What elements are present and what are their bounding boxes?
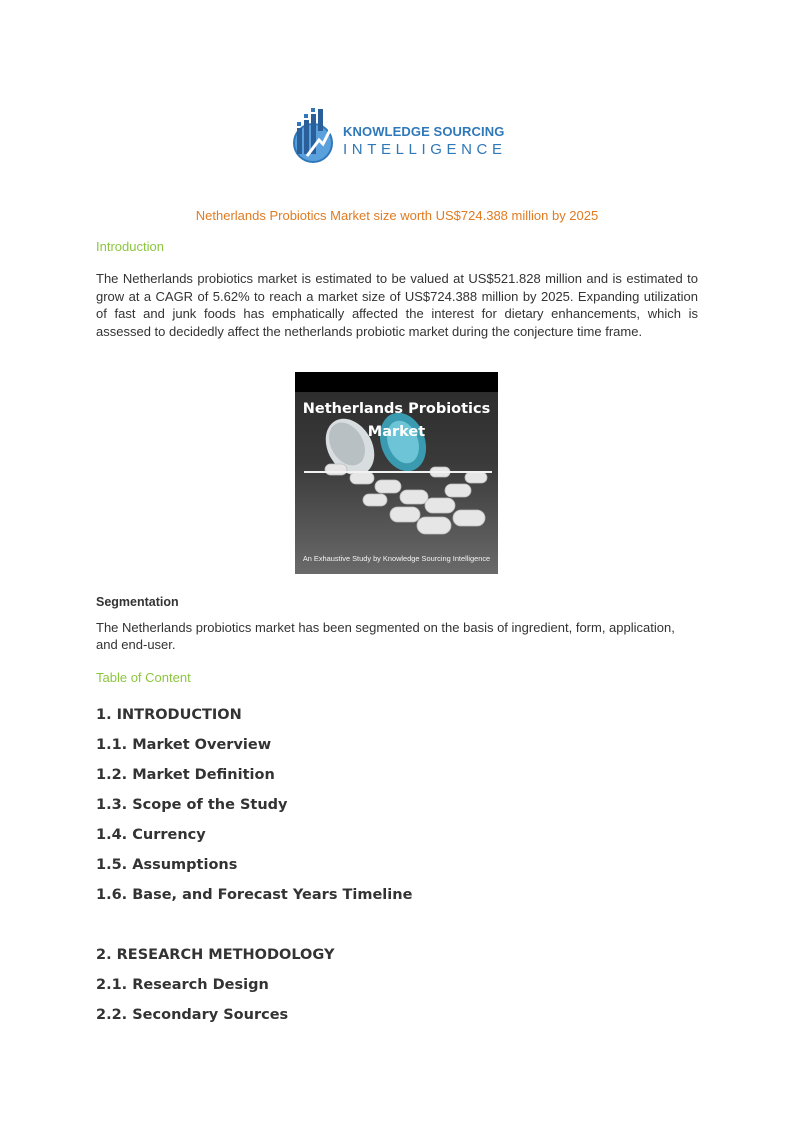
toc-item: 2.1. Research Design [96,977,269,993]
introduction-paragraph: The Netherlands probiotics market is estimated to be valued at US$521.828 million and is estimated to grow at a CAGR of 5.62% to reach a market size of US$724.388 million by 2025. Expanding utilization of fast and junk foods has emphatically affected the interest for dietary enhancements, which is assessed to decidedly affect the netherlands probiotic market during the conjecture time frame. [96,271,698,339]
company-logo [291,106,506,166]
segmentation-heading: Segmentation [96,595,179,609]
logo-text-line1: KNOWLEDGE SOURCING [343,124,505,139]
introduction-label: Introduction [96,239,164,254]
document-title: Netherlands Probiotics Market size worth US$724.388 million by 2025 [195,208,599,223]
toc-item: 1.3. Scope of the Study [96,797,288,813]
toc-item: 1.1. Market Overview [96,737,272,753]
bar-chart-arrow-icon [291,106,339,164]
toc-item: 1. INTRODUCTION [96,707,242,723]
report-cover-image [295,372,498,574]
table-of-content-label: Table of Content [96,670,191,685]
toc-item: 1.5. Assumptions [96,857,238,873]
cover-title: Netherlands Probiotics Market [302,401,491,440]
cover-divider [304,471,492,473]
toc-item: 2. RESEARCH METHODOLOGY [96,947,335,963]
segmentation-paragraph: The Netherlands probiotics market has been segmented on the basis of ingredient, form, application, and end-user. [96,620,675,652]
toc-item: 1.6. Base, and Forecast Years Timeline [96,887,413,903]
toc-item: 1.4. Currency [96,827,206,843]
cover-caption: An Exhaustive Study by Knowledge Sourcing Intelligence [302,554,491,563]
toc-item: 2.2. Secondary Sources [96,1007,289,1023]
logo-text-line2: INTELLIGENCE [343,141,507,158]
toc-item: 1.2. Market Definition [96,767,275,783]
